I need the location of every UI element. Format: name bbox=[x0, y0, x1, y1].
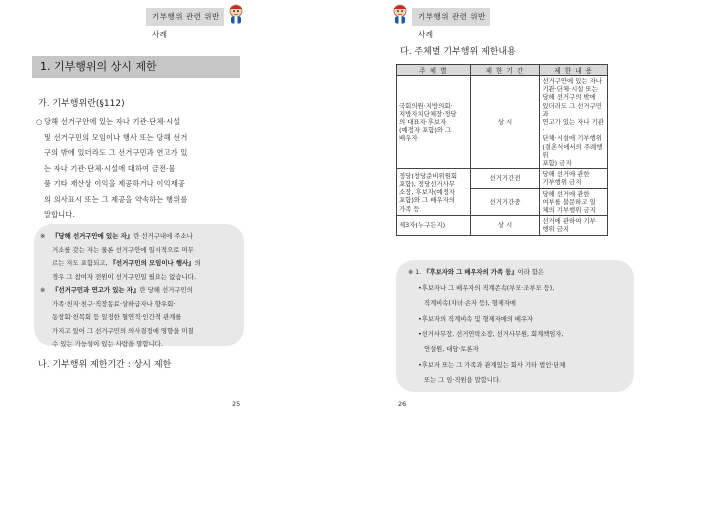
note-line: 란 당해 선거구민의 bbox=[139, 286, 193, 294]
period-cell: 선거기간전 bbox=[470, 169, 540, 188]
table-row bbox=[397, 169, 608, 188]
note-list-item bbox=[418, 284, 554, 294]
cell-line: 포함) 금지 bbox=[542, 159, 572, 168]
note-list-item: 직계비속(자녀·손자 등), 형제자매 bbox=[424, 300, 516, 307]
content-cell bbox=[540, 216, 608, 235]
note-title bbox=[408, 268, 544, 278]
note-line: 동창회·친목회 등 일정한 혈연적·인간적 관계를 bbox=[52, 313, 182, 321]
mascot-logo-icon bbox=[226, 3, 246, 25]
content-cell bbox=[540, 188, 608, 216]
table-row bbox=[397, 216, 608, 235]
cell-line: 기부행위 금지 bbox=[542, 178, 582, 187]
cell-line: 가족 등 bbox=[399, 204, 420, 213]
cell-line: 행위 금지 bbox=[542, 225, 570, 234]
cell-line: 의 대표자·후보자 bbox=[399, 118, 447, 127]
period-cell: 상 시 bbox=[470, 216, 540, 235]
cell-line: 기관·단체·시설 또는 bbox=[542, 85, 598, 94]
column-header: 제 한 기 간 bbox=[470, 65, 540, 76]
subject-cell bbox=[397, 169, 471, 216]
paragraph-line: 당해 선거구안에 있는 자나 기관·단체·시설 bbox=[44, 117, 181, 126]
cell-line: 지방자치단체장·정당 bbox=[399, 109, 457, 118]
cell-line: 정당(창당준비위원회 bbox=[399, 171, 458, 180]
paragraph-line: 는 자나 기관·단체·시설에 대하여 금전·물 bbox=[44, 163, 176, 173]
note-line: 의 bbox=[194, 259, 201, 267]
family-note-box bbox=[396, 260, 634, 392]
note-list-item: 연설원, 대담·토론자 bbox=[424, 346, 479, 353]
cell-line: 체의 기부행위 금지 bbox=[542, 206, 596, 215]
cell-line: 선거에 관하여 기부 bbox=[542, 217, 596, 226]
note-mark: ※ bbox=[40, 286, 46, 294]
note-line: 경우 그 참여자 전원이 선거구민일 필요는 없습니다. bbox=[52, 272, 196, 281]
right-page bbox=[360, 0, 720, 509]
content-cell bbox=[540, 76, 608, 169]
note-line: 후보자 또는 그 가족과 관계있는 회사 기타 법인·단체 bbox=[421, 362, 566, 369]
bullet-icon: • bbox=[418, 316, 422, 323]
note-item-1 bbox=[40, 230, 240, 284]
column-header: 주 체 별 bbox=[397, 65, 471, 76]
definition-paragraph bbox=[36, 114, 244, 223]
note-box bbox=[34, 224, 244, 346]
cell-line: 배우자 bbox=[399, 134, 418, 143]
subject-cell bbox=[397, 76, 471, 169]
cell-line: (예정자 포함)와 그 bbox=[399, 126, 452, 135]
period-cell: 상 시 bbox=[470, 76, 540, 169]
note-term: 『당해 선거구안에 있는 자』 bbox=[52, 232, 134, 240]
cell-line: (결혼식에서의 주례행위 bbox=[542, 142, 603, 159]
table-row bbox=[397, 76, 608, 169]
running-header: 기부행위 관련 위반사례 bbox=[412, 8, 490, 26]
cell-line: 포함)와 그 배우자의 bbox=[399, 196, 455, 205]
cell-line: 소장, 후보자(예정자 bbox=[399, 188, 455, 197]
column-header: 제 한 내 용 bbox=[540, 65, 608, 76]
note-line: 후보자나 그 배우자의 직계존속(부모·조부모 등), bbox=[421, 285, 555, 292]
note-line: 선거사무장, 선거연락소장, 선거사무원, 회계책임자, bbox=[421, 331, 564, 338]
subsection-a-heading: 가. 기부행위란(§112) bbox=[38, 99, 125, 109]
page-number: 26 bbox=[398, 400, 407, 408]
note-line: 가족·친지·친구·직장동료·상하급자나 향우회· bbox=[52, 299, 176, 308]
note-term: 『후보자와 그 배우자의 가족 등』 bbox=[423, 269, 518, 276]
note-prefix: ※ 1. bbox=[408, 269, 424, 276]
note-list-item: 또는 그 임·직원을 말합니다. bbox=[424, 377, 501, 384]
subsection-b-heading: 나. 기부행위 제한기간 : 상시 제한 bbox=[38, 360, 172, 370]
bullet-icon: • bbox=[418, 331, 422, 338]
bullet-icon: • bbox=[418, 285, 422, 292]
note-line: 르는 자도 포함되고, bbox=[52, 259, 110, 267]
table-header-row bbox=[397, 65, 608, 76]
note-list-item bbox=[418, 330, 563, 340]
bullet-icon: • bbox=[418, 362, 422, 369]
cell-line: 있더라도 그 선거구민과 bbox=[542, 101, 602, 118]
paragraph-line: 및 선거구민의 모임이나 행사 또는 당해 선거 bbox=[44, 132, 188, 142]
paragraph-line: 품 기타 재산상 이익을 제공하거나 이익제공 bbox=[44, 179, 186, 188]
paragraph-line: 의 의사표시 또는 그 제공을 약속하는 행위를 bbox=[44, 194, 188, 204]
page-number: 25 bbox=[232, 400, 241, 408]
section-title: 1. 기부행위의 상시 제한 bbox=[32, 56, 240, 78]
note-term: 『선거구민의 모임이나 행사』 bbox=[109, 259, 195, 267]
period-cell: 선거기간중 bbox=[470, 188, 540, 216]
cell-line: 당해 선거에 관한 bbox=[542, 189, 590, 198]
section-heading: 다. 주체별 기부행위 제한내용 bbox=[400, 47, 516, 57]
content-cell bbox=[540, 169, 608, 188]
note-line: 란 선거구내에 주소나 bbox=[133, 232, 193, 240]
note-line: 가지고 있어 그 선거구민의 의사결정에 영향을 미칠 bbox=[52, 326, 194, 335]
cell-line: 당해 선거에 관한 bbox=[542, 170, 590, 179]
subject-cell: 제3자(누구든지) bbox=[397, 216, 471, 235]
note-line: 수 있는 가능성이 있는 사람을 말합니다. bbox=[52, 340, 163, 348]
cell-line: 연고가 있는 자나 기관· bbox=[542, 118, 604, 135]
cell-line: 단체·시설에 기부행위 bbox=[542, 134, 602, 143]
note-mark: ※ bbox=[40, 232, 46, 240]
circle-bullet-icon: ○ bbox=[36, 117, 43, 126]
note-line: 후보자의 직계비속 및 형제자매의 배우자 bbox=[421, 316, 534, 323]
running-header: 기부행위 관련 위반사례 bbox=[146, 8, 224, 26]
note-item-2 bbox=[40, 284, 240, 352]
restriction-table bbox=[396, 64, 608, 236]
cell-line: 국회의원·지방의회· bbox=[399, 101, 453, 110]
cell-line: 포함), 정당선거사무 bbox=[399, 179, 455, 188]
cell-line: 여부를 불문하고 일 bbox=[542, 197, 596, 206]
paragraph-line: 구의 밖에 있더라도 그 선거구민과 연고가 있 bbox=[44, 148, 188, 157]
note-term: 『선거구민과 연고가 있는 자』 bbox=[52, 286, 140, 294]
note-list-item bbox=[418, 315, 533, 325]
note-line: 거소를 갖는 자는 물론 선거구안에 일시적으로 머무 bbox=[52, 245, 194, 254]
mascot-logo-icon bbox=[390, 3, 410, 25]
cell-line: 선거구안에 있는 자나 bbox=[542, 77, 602, 85]
paragraph-line: 말합니다. bbox=[44, 210, 76, 219]
note-suffix: 이라 함은 bbox=[517, 269, 544, 276]
note-list-item bbox=[418, 361, 565, 371]
cell-line: 당해 선거구의 밖에 bbox=[542, 93, 596, 102]
